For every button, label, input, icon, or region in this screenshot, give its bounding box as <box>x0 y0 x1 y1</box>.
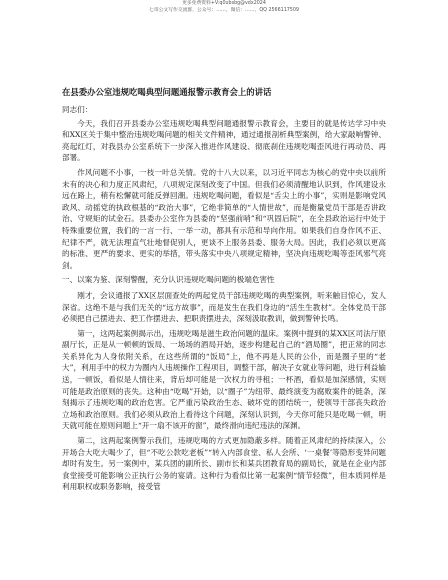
header-watermark <box>0 0 448 14</box>
header-line-1: 更多免费资料+V:q0ubsbg@vdx2024 <box>182 1 266 6</box>
paragraph-3: 刚才，会议通报了XX区层面查处的两起党员干部违规吃喝的典型案例，听来触目惊心，发人深省。这绝不是与我们无关的“远方故事”，而是发生在我们身边的“活生生教材”。全体党员干部必须把自己摆进去、把工作摆进去、把职责摆进去，深刻汲取教训，做到警钟长鸣。 <box>62 290 386 324</box>
salutation: 同志们： <box>62 105 93 114</box>
document-title: 在县委办公室违规吃喝典型问题通报警示教育会上的讲话 <box>62 87 272 97</box>
paragraph-4: 第一，这两起案例揭示出，违规吃喝是滋生政治问题的温床。案例中提到的某XX区司法厅原副厅长，正是从一顿顿的饭局、一场场的酒局开始，逐步构建起自己的“酒局圈”，把正常的同志关系异化为人身依附关系，在这些所谓的“饭局”上，他不再是人民的公仆，而是圈子里的“老大”，利用手中的权力为圈内人违规操作工程项目，调整干部，解决子女就业等问题，进行利益输送，一顿饭，看似是人情往来，背后却可能是一次权力的寻租；一杯酒，看似是加深感情，实则可能是政治原则的丧失。这种由“吃喝”开始，以“圈子”为纽带、最终演变为腐败案件的链条，深刻揭示了违规吃喝的政治危害。它严重污染政治生态、破坏党的团结统一，使领导干部丧失政治立场和政治原则。我们必须从政治上看待这个问题，深刻认识到，今天你可能只是吃喝一顿，明天就可能在原则问题上“开一扇不该开的窗”，最终滑向违纪违法的深渊。 <box>62 328 386 431</box>
header-line-2: 七哥公文写作交流群，公众号：……，微信：……，QQ 2566117509 <box>149 8 299 13</box>
document-body <box>62 87 386 496</box>
paragraph-5: 第二，这两起案例警示我们，违规吃喝的方式更加隐蔽多样。随着正风肃纪的持续深入，公开场合大吃大喝少了，但“不吃公款吃老板”“转入内部食堂、私人会所、‘一桌餐’等隐形变异问题却时有发生。另一案例中，某兵团的副所长、副市长和某兵团教育局的副局长，就是在企业内部食堂接受可能影响公正执行公务的宴请。这种行为看似比第一起案例“情节轻微”，但本质同样是利用职权或职务影响，接受管 <box>62 436 386 492</box>
paragraph-intro: 今天，我们召开县委办公室违规吃喝典型问题通报警示教育会，主要目的就是传达学习中央和XX区关于集中整治违规吃喝问题的相关文件精神，通过通报剖析典型案例，给大家敲响警钟、亮起红灯，对我县办公室系统下一步深入推进作风建设、彻底刹住违规吃喝歪风进行再动员、再部署。 <box>62 118 386 163</box>
section-heading-1: 一、以案为鉴、深刻警醒，充分认识违规吃喝问题的极端危害性 <box>62 275 275 285</box>
paragraph-2: 作风问题不小事，一枝一叶总关情。党的十八大以来，以习近平同志为核心的党中央以前所未有的决心和力度正风肃纪，八项规定深刻改变了中国。但我们必须清醒地认识到，作风建设永远在路上，稍有松懈就可能反弹回潮。违规吃喝问题，看似是“舌尖上的小事”，实则是影响党风政风、动摇党的执政根基的“政治大事”，它绝非简单的“人情世故”，而是衡量党员干部是否讲政治、守规矩的试金石。县委办公室作为县委的“坚强前哨”和“巩固后院”，在全县政治运行中处于特殊重要位置，我们的一言一行、一举一动，都具有示范和导向作用。如果我们自身作风不正、纪律不严，就无法理直气壮地督促别人，更谈不上服务县委、服务大局。因此，我们必须以更高的标准、更严的要求、更实的举措，带头落实中央八项规定精神，坚决向违规吃喝等歪风邪气亮剑。 <box>62 167 386 270</box>
